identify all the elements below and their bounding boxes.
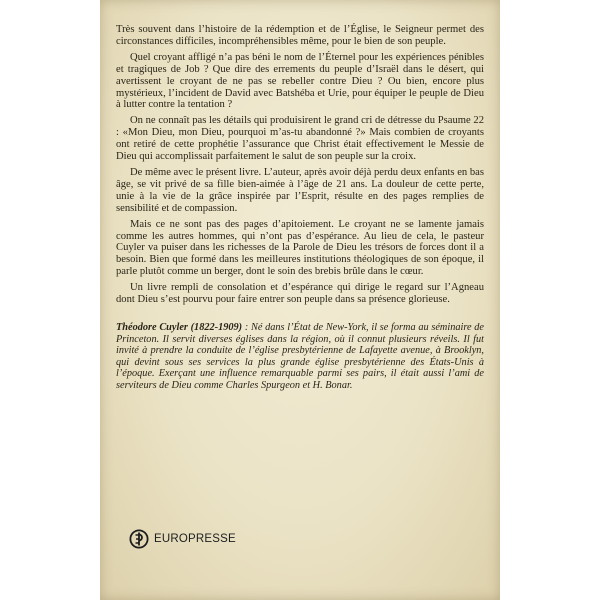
publisher-logo <box>129 529 236 549</box>
europresse-logo-icon <box>129 529 149 549</box>
author-bio <box>116 322 484 392</box>
paragraph-3: On ne connaît pas les détails qui produisirent le grand cri de détresse du Psaume 22 : «Mon Dieu, mon Dieu, pourquoi m’as-tu abandonné ?» Mais combien de croyants ont retiré de cette prophétie l’assurance que Christ était effectivement le Messie de Dieu qui accomplissait parfaitement le salut de son peuple sur la croix. <box>116 115 484 163</box>
author-bio-text: : Né dans l’État de New-York, il se forma au séminaire de Princeton. Il servit diverses églises dans la région, où il connut plusieurs réveils. Il fut invité à prendre la conduite de l’église presbytérienne de Lafayette avenue, à Brooklyn, qui devint sous ses services la plus grande église presbytérienne des États-Unis à l’époque. Exerçant une influence remarquable parmi ses pairs, il était aussi l’ami de serviteurs de Dieu comme Charles Spurgeon et H. Bonar. <box>116 321 485 391</box>
paragraph-1: Très souvent dans l’histoire de la rédemption et de l’Église, le Seigneur permet des circonstances difficiles, incompréhensibles même, pour le bien de son peuple. <box>116 24 484 47</box>
paragraph-4: De même avec le présent livre. L’auteur, après avoir déjà perdu deux enfants en bas âge, se vit privé de sa fille bien-aimée à l’âge de 21 ans. La douleur de cette perte, unie à la vie de la grâce inspirée par l’Esprit, résulte en des pages remplies de sensibilité et de compassion. <box>116 166 484 214</box>
paragraph-5: Mais ce ne sont pas des pages d’apitoiement. Le croyant ne se lamente jamais comme les autres hommes, qui n’ont pas d’espérance. Au lieu de cela, le pasteur Cuyler va puiser dans les richesses de la Parole de Dieu les trésors de forces dont il a besoin. Bien que formé dans les meilleures institutions théologiques de son époque, il parle plutôt comme un berger, dont le soin des brebis brûle dans le cœur. <box>116 218 484 278</box>
paragraph-6: Un livre rempli de consolation et d’espérance qui dirige le regard sur l’Agneau dont Dieu s’est pourvu pour faire entrer son peuple dans sa présence glorieuse. <box>116 282 484 306</box>
back-cover-text <box>116 24 484 392</box>
author-name: Théodore Cuyler (1822-1909) <box>116 321 243 333</box>
publisher-name: EUROPRESSE <box>154 533 236 545</box>
paragraph-2: Quel croyant affligé n’a pas béni le nom de l’Éternel pour les expériences pénibles et tragiques de Job ? Que dire des errements du peuple d’Israël dans le désert, qui avertissent le croyant de ne pas se rebeller contre Dieu ? Ou bien, encore plus mystérieux, l’incident de David avec Batshéba et Urie, pour équiper le peuple de Dieu à lutter contre la tentation ? <box>116 51 484 111</box>
back-cover <box>100 0 500 600</box>
